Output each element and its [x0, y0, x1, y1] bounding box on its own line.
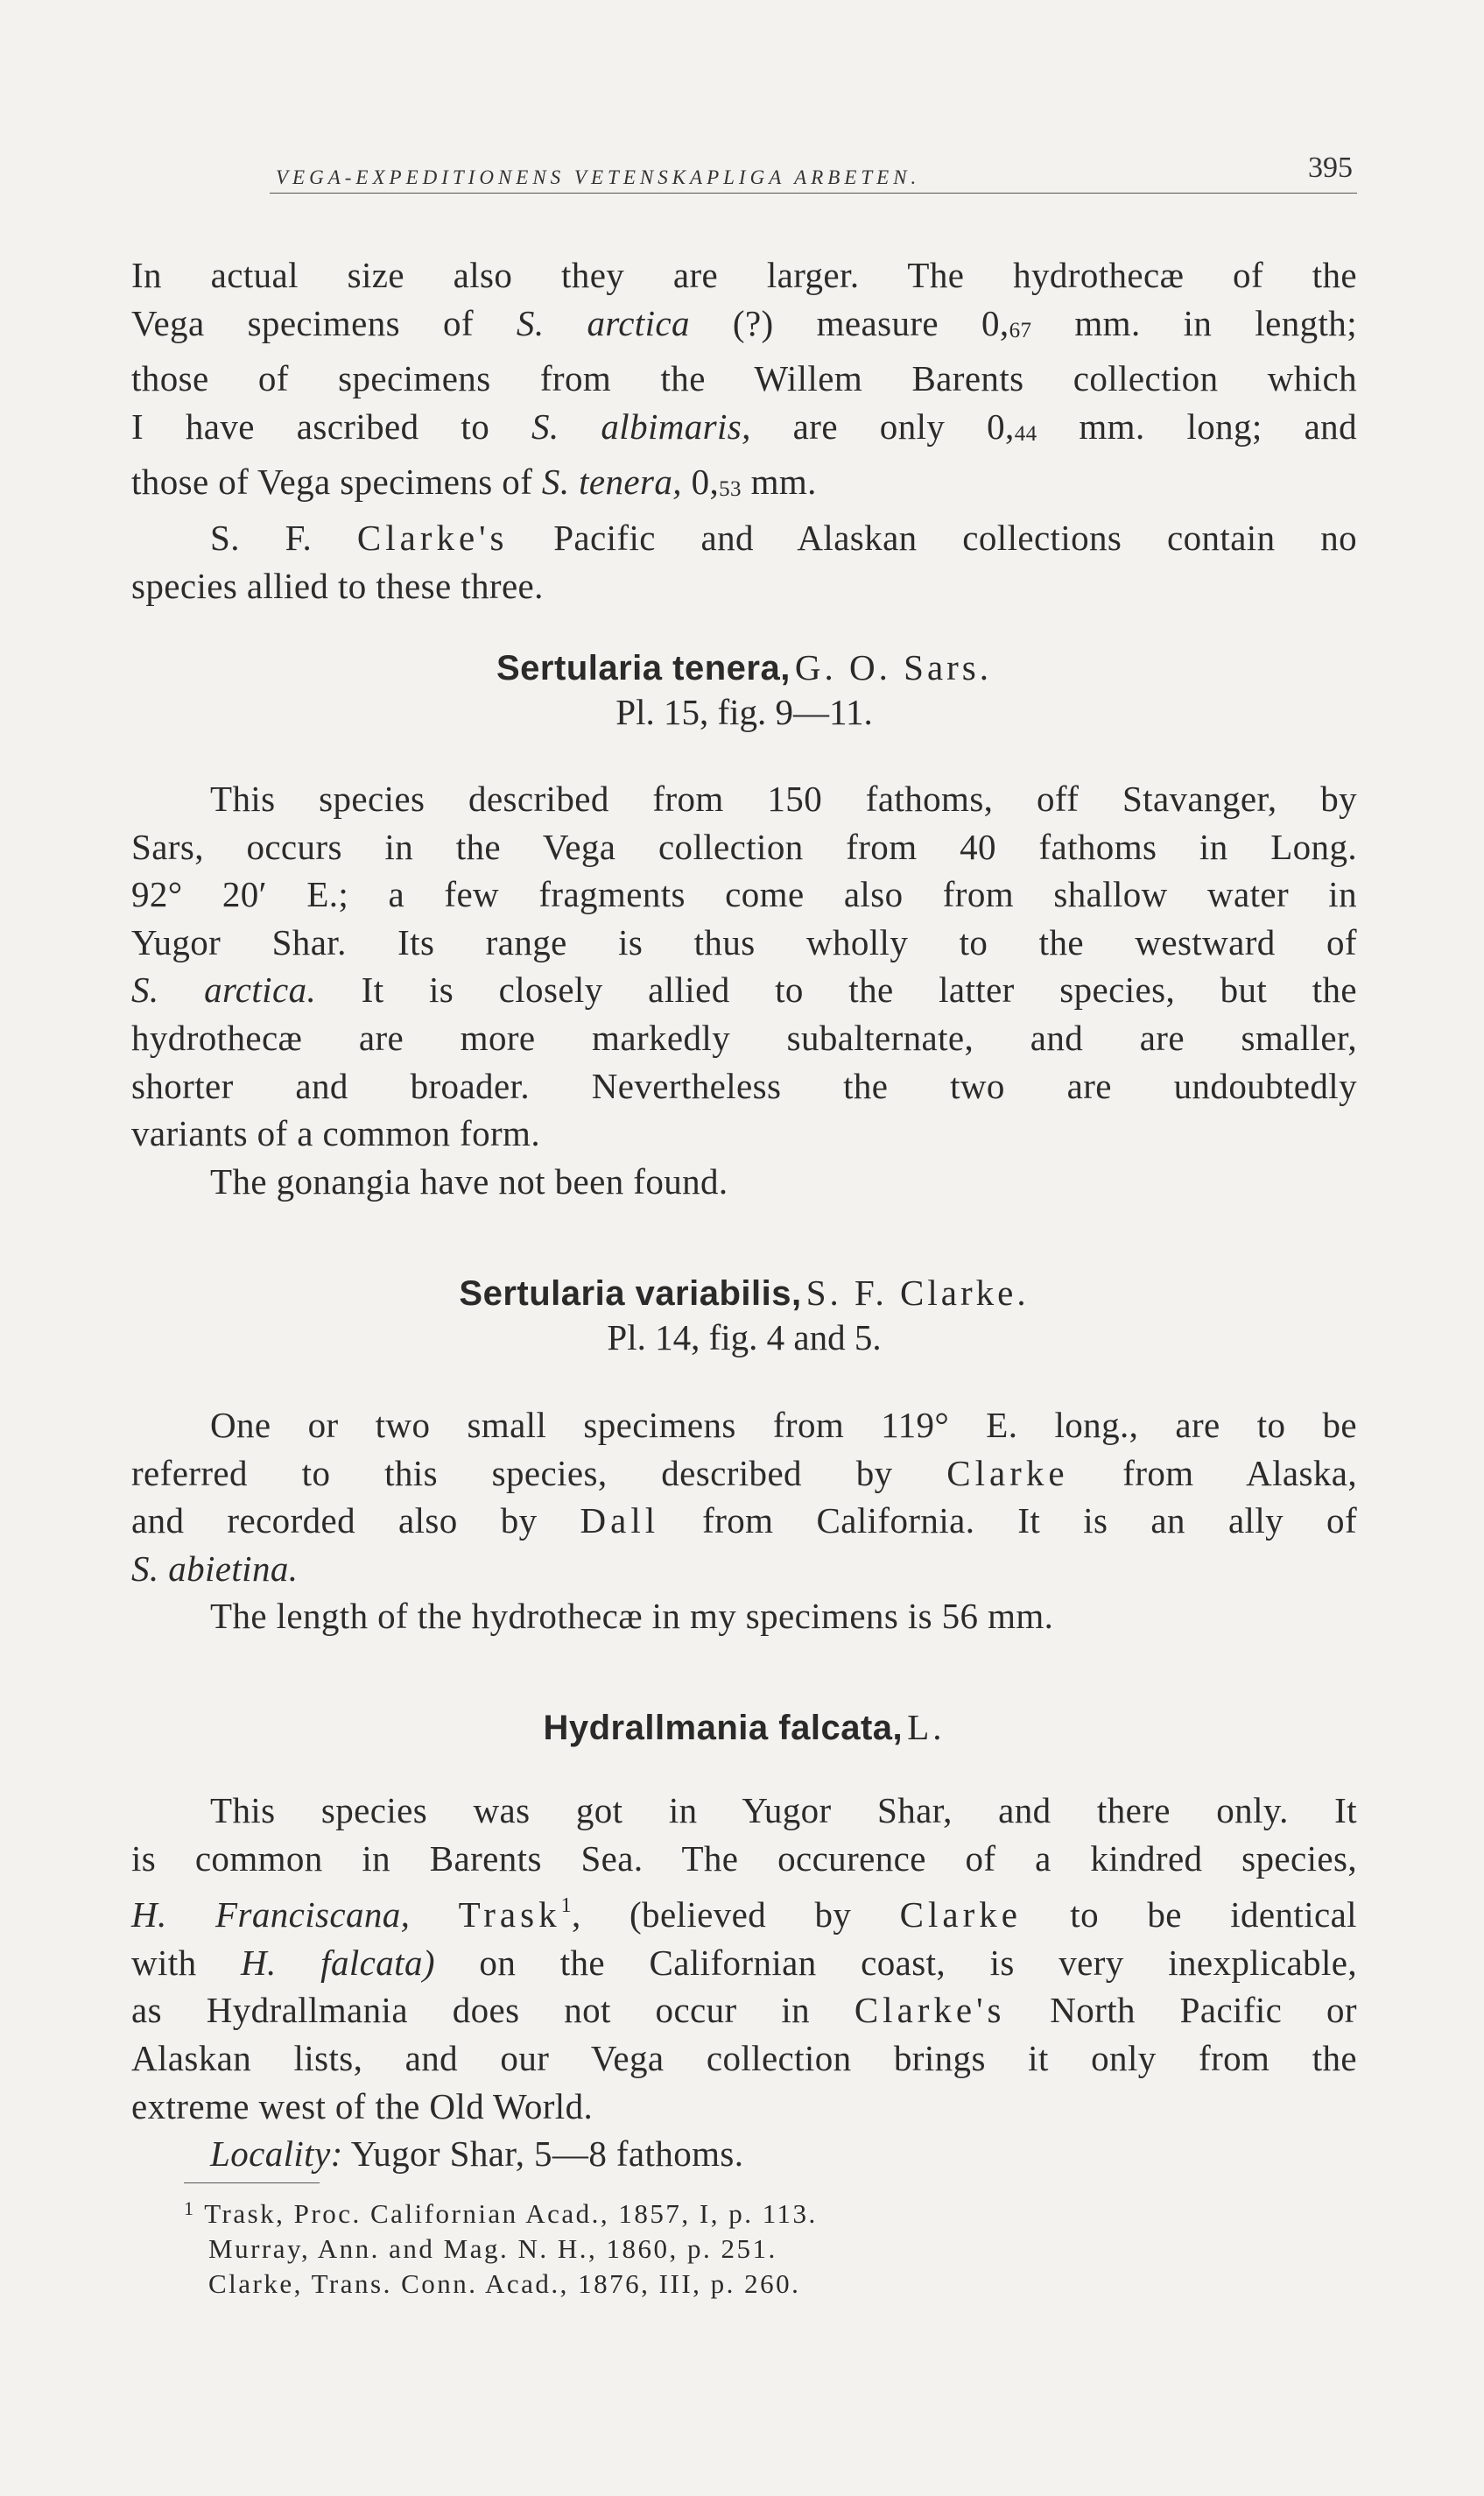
text-run: mm. in length; [1031, 302, 1357, 343]
locality-label: Locality: [210, 2133, 343, 2175]
text-run: Dall [580, 1500, 660, 1541]
text-run: S. arctica. [131, 969, 317, 1011]
text-line: variants of a common form. [131, 1113, 540, 1154]
text-run: S. arctica [516, 302, 690, 343]
species-author: S. F. Clarke. [805, 1273, 1030, 1313]
text-run: from California. It is an ally of [659, 1500, 1357, 1541]
species-author: G. O. Sars. [794, 647, 992, 687]
section-heading-hydrallmania [131, 1706, 1357, 1748]
text-run: H. Franciscana, [131, 1894, 411, 1935]
text-line: Sars, occurs in the Vega collection from 40 fathoms in Long. [131, 826, 1357, 867]
page [131, 0, 1357, 2496]
intro-paragraph [131, 251, 1357, 610]
text-line: This species described from 150 fathoms, off Stavanger, by [210, 779, 1357, 819]
text-line [131, 300, 1357, 356]
text-run: Clarke's [356, 517, 509, 558]
text-line [131, 1939, 1357, 1987]
text-line: This species was got in Yugor Shar, and there only. It [210, 1790, 1357, 1830]
page-number: 395 [1308, 152, 1353, 184]
text-run: 53 [719, 477, 742, 502]
text-run: Trask [458, 1894, 561, 1935]
header-rule [270, 193, 1357, 194]
text-line: extreme west of the Old World. [131, 2085, 594, 2126]
text-run: S. tenera, [541, 462, 682, 503]
text-line [131, 2130, 1357, 2178]
text-run: 0, [681, 462, 720, 503]
text-run: mm. long; and [1037, 405, 1357, 447]
section-heading-variabilis [131, 1272, 1357, 1361]
hydrallmania-paragraph [131, 1787, 1357, 2178]
text-run: It is closely allied to the latter species, but the [316, 969, 1357, 1011]
footnotes [184, 2191, 1059, 2302]
text-run: to be identical [1021, 1894, 1357, 1935]
text-line: those of specimens from the Willem Barents collection which [131, 358, 1357, 399]
tenera-paragraph [131, 775, 1357, 1205]
text-run: are only 0, [750, 405, 1015, 447]
text-line: Yugor Shar. Its range is thus wholly to the westward of [131, 921, 1357, 962]
species-title: Hydrallmania falcata, [543, 1709, 904, 1747]
text-line [131, 1986, 1357, 2034]
text-line [131, 514, 1357, 562]
text-run: S. F. [210, 517, 357, 558]
text-run: I have ascribed to [131, 405, 531, 447]
text-line: hydrothecæ are more markedly subalternate, and are smaller, [131, 1017, 1357, 1058]
text-line [131, 403, 1357, 459]
text-run: 44 [1014, 421, 1037, 446]
text-line: is common in Barents Sea. The occurence of a kindred species, [131, 1837, 1357, 1879]
footnote-rule [184, 2182, 320, 2183]
page-header [131, 149, 1357, 193]
text-line: S. abietina. [131, 1548, 299, 1589]
text-run: from Alaska, [1068, 1452, 1357, 1493]
plate-reference: Pl. 15, fig. 9—11. [615, 692, 873, 732]
text-run: on the Californian coast, is very inexplicable, [434, 1942, 1357, 1983]
species-title: Sertularia tenera, [496, 649, 791, 687]
text-line [131, 458, 1357, 514]
text-run: Clarke's [854, 1990, 1006, 2031]
text-run: 1 [184, 2197, 196, 2219]
text-run: with [131, 1942, 242, 1983]
text-line: The length of the hydrothecæ in my specimens is 56 mm. [210, 1596, 1054, 1637]
text-run: and recorded also by [131, 1500, 580, 1541]
text-run: referred to this species, described by [131, 1452, 947, 1493]
text-run: Clarke [899, 1894, 1022, 1935]
text-run: 67 [1009, 318, 1032, 342]
section-heading-tenera [131, 646, 1357, 736]
text-line: Alaskan lists, and our Vega collection brings it only from the [131, 2037, 1357, 2078]
text-run: (?) measure 0, [689, 302, 1009, 343]
text-line: In actual size also they are larger. The hydrothecæ of the [131, 255, 1357, 295]
text-line: shorter and broader. Nevertheless the two are undoubtedly [131, 1065, 1357, 1106]
text-run: , (believed by [572, 1894, 900, 1935]
text-run: S. albimaris, [531, 405, 751, 447]
running-head: VEGA-EXPEDITIONENS VETENSKAPLIGA ARBETEN. [276, 166, 921, 188]
text-run: North Pacific or [1005, 1990, 1357, 2031]
text-line [131, 1882, 1357, 1939]
text-run: 1 [560, 1894, 572, 1918]
text-run: Vega specimens of [131, 302, 517, 343]
text-run: Clarke [946, 1452, 1069, 1493]
text-line: species allied to these three. [131, 565, 544, 606]
text-run: those of Vega specimens of [131, 462, 542, 503]
footnote-2: Murray, Ann. and Mag. N. H., 1860, p. 251. [208, 2233, 777, 2264]
plate-reference: Pl. 14, fig. 4 and 5. [607, 1317, 882, 1357]
footnote-3: Clarke, Trans. Conn. Acad., 1876, III, p. 260. [208, 2268, 801, 2299]
text-line [131, 1449, 1357, 1498]
species-author: L. [907, 1707, 946, 1747]
species-title: Sertularia variabilis, [459, 1274, 802, 1313]
text-run: as Hydrallmania does not occur in [131, 1990, 855, 2031]
footnote-1 [184, 2191, 1059, 2232]
text-line: One or two small specimens from 119° E. long., are to be [210, 1405, 1357, 1445]
locality-value: Yugor Shar, 5—8 fathoms. [342, 2133, 744, 2175]
text-run: Trask, Proc. Californian Acad., 1857, I, p. 113. [195, 2198, 818, 2229]
text-line [131, 966, 1357, 1014]
text-run: mm. [741, 462, 817, 503]
text-line: 92° 20′ E.; a few fragments come also from shallow water in [131, 874, 1357, 915]
text-line [131, 1497, 1357, 1545]
text-run: Pacific and Alaskan collections contain no [508, 517, 1357, 558]
variabilis-paragraph [131, 1401, 1357, 1640]
text-run: H. falcata) [241, 1942, 435, 1983]
text-line: The gonangia have not been found. [210, 1160, 728, 1202]
